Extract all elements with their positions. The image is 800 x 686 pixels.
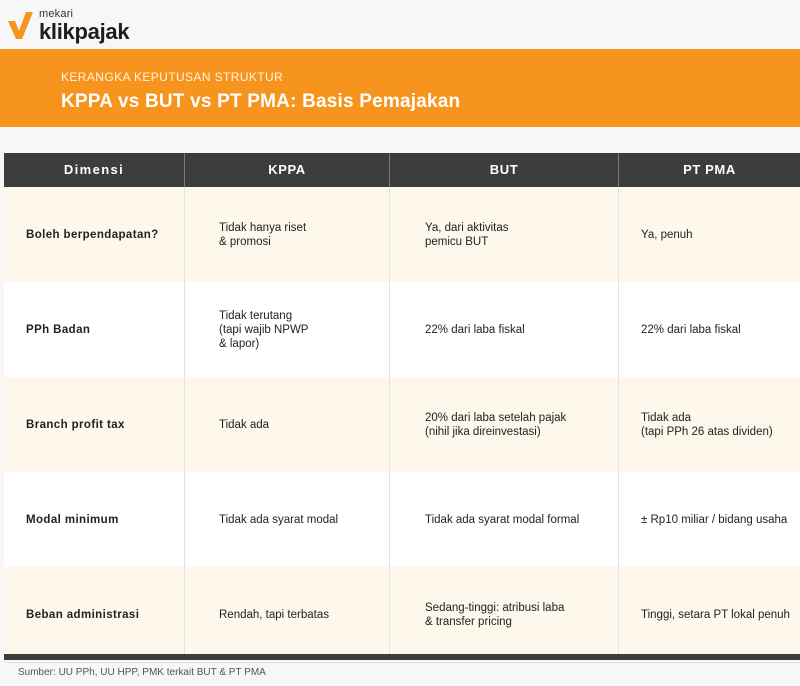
row-dimension: Boleh berpendapatan? bbox=[26, 228, 159, 241]
logo-brand-name: klikpajak bbox=[39, 19, 130, 44]
cell-but: Ya, dari aktivitas pemicu BUT bbox=[425, 221, 509, 248]
row-dimension: Beban administrasi bbox=[26, 608, 140, 621]
header-dimensi: Dimensi bbox=[63, 162, 125, 177]
table-row bbox=[4, 472, 800, 568]
column-divider bbox=[184, 187, 185, 661]
cell-ptpma: ± Rp10 miliar / bidang usaha bbox=[641, 513, 788, 526]
header-but: BUT bbox=[489, 162, 519, 177]
column-divider bbox=[618, 187, 619, 661]
cell-kppa: Rendah, tapi terbatas bbox=[219, 608, 329, 621]
cell-kppa: Tidak ada bbox=[219, 418, 270, 431]
cell-ptpma: 22% dari laba fiskal bbox=[641, 323, 741, 336]
cell-kppa: Tidak ada syarat modal bbox=[219, 513, 339, 526]
top-bar bbox=[0, 0, 800, 49]
cell-kppa: Tidak hanya riset & promosi bbox=[219, 221, 307, 248]
table-row bbox=[4, 377, 800, 473]
cell-but: 22% dari laba fiskal bbox=[425, 323, 525, 336]
cell-kppa: Tidak terutang (tapi wajib NPWP & lapor) bbox=[219, 309, 309, 350]
table-footer-bar bbox=[4, 654, 800, 660]
cell-ptpma: Tidak ada (tapi PPh 26 atas dividen) bbox=[641, 411, 773, 438]
title-banner bbox=[0, 49, 800, 127]
table-row bbox=[4, 567, 800, 663]
logo-brand-small: mekari bbox=[39, 8, 74, 20]
row-dimension: PPh Badan bbox=[26, 323, 91, 336]
table-row bbox=[4, 282, 800, 378]
header-kppa: KPPA bbox=[268, 162, 306, 177]
row-dimension: Branch profit tax bbox=[26, 418, 125, 431]
comparison-table bbox=[4, 153, 800, 661]
column-divider bbox=[389, 187, 390, 661]
header-ptpma: PT PMA bbox=[683, 162, 736, 177]
checkmark-logo-icon bbox=[6, 9, 34, 41]
page-title: KPPA vs BUT vs PT PMA: Basis Pemajakan bbox=[61, 91, 461, 112]
source-note: Sumber: UU PPh, UU HPP, PMK terkait BUT & PT PMA bbox=[18, 667, 266, 678]
table-row bbox=[4, 187, 800, 283]
row-dimension: Modal minimum bbox=[26, 513, 119, 526]
cell-but: 20% dari laba setelah pajak (nihil jika direinvestasi) bbox=[425, 411, 567, 438]
cell-but: Sedang-tinggi: atribusi laba & transfer pricing bbox=[425, 601, 565, 628]
banner-kicker: KERANGKA KEPUTUSAN STRUKTUR bbox=[61, 70, 284, 84]
cell-ptpma: Ya, penuh bbox=[641, 228, 693, 241]
cell-ptpma: Tinggi, setara PT lokal penuh bbox=[641, 608, 790, 621]
table-header bbox=[4, 153, 800, 187]
cell-but: Tidak ada syarat modal formal bbox=[425, 513, 580, 526]
